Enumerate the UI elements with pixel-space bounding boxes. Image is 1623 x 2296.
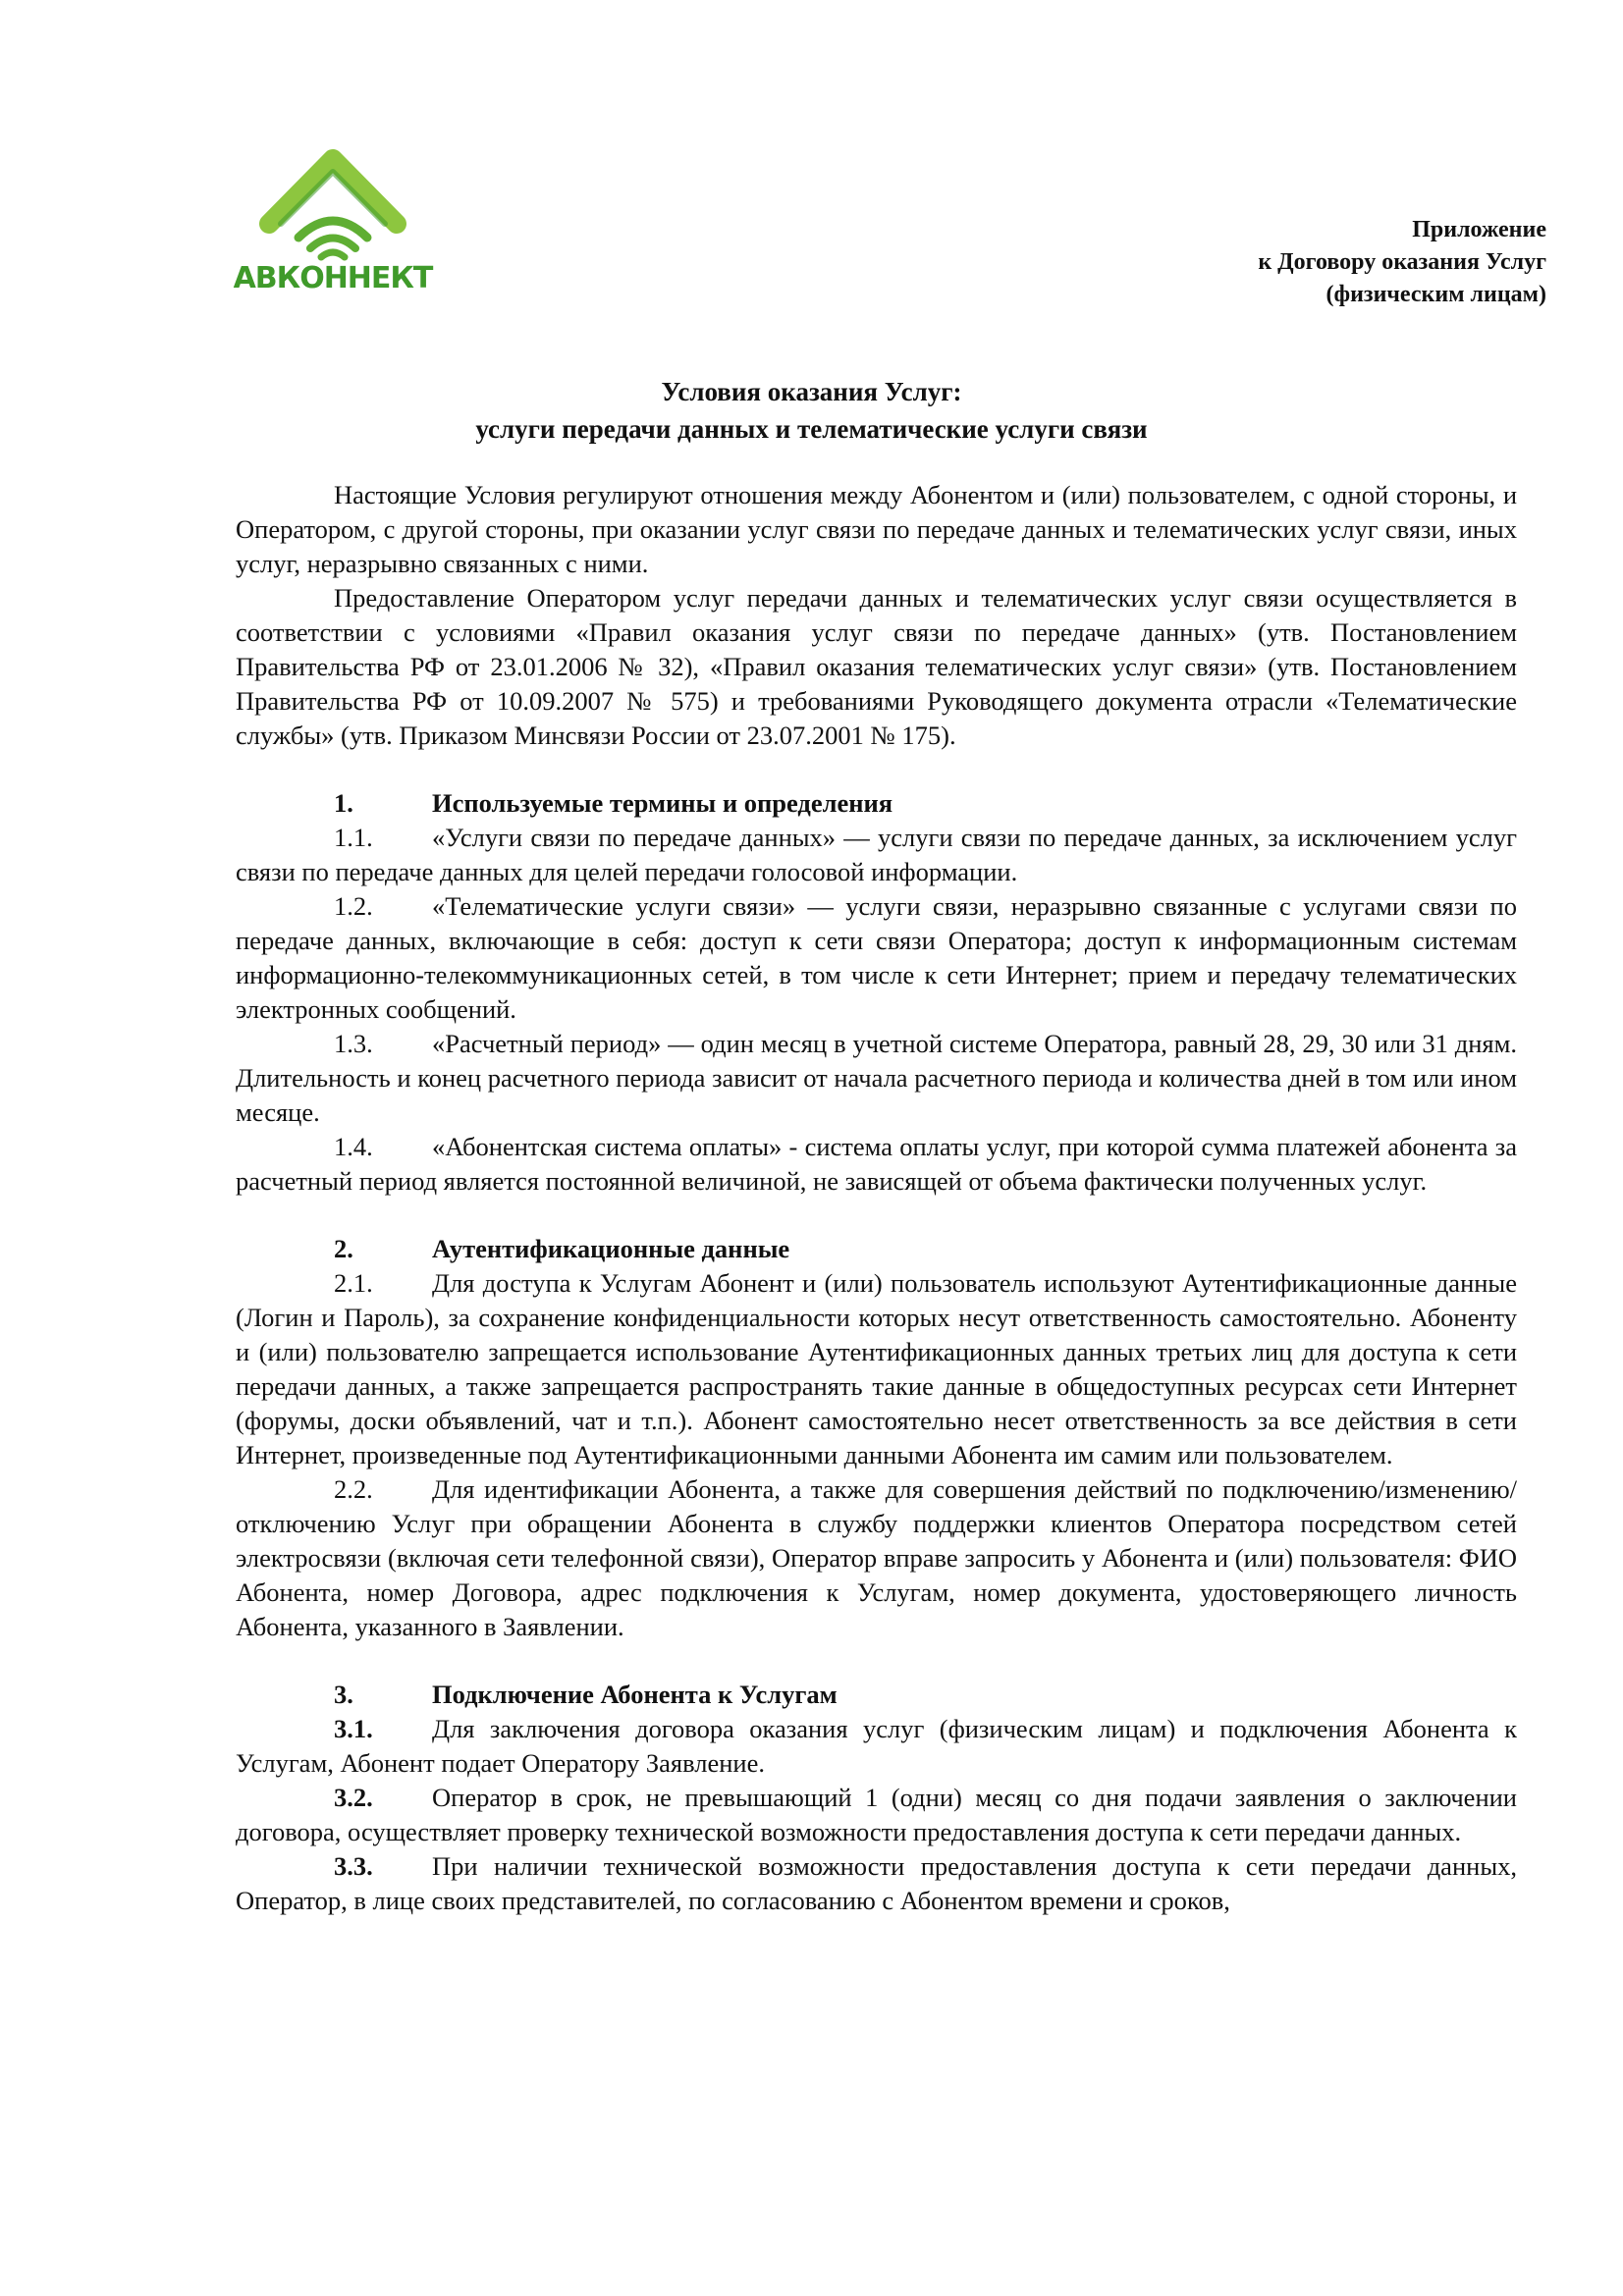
clause-number: 1.2. <box>334 891 373 921</box>
section-number: 2. <box>334 1234 353 1263</box>
clause-3-3 <box>236 1849 1517 1918</box>
clause-text: При наличии технической возможности предоставления доступа к сети передачи данных, Оператор, в лице своих представителей, по согласованию с Абонентом времени и сроков, <box>236 1851 1517 1915</box>
title-line-2: услуги передачи данных и телематические услуги связи <box>475 414 1148 444</box>
clause-text: «Услуги связи по передаче данных» — услуги связи по передаче данных, за исключением услуг связи по передаче данных для целей передачи голосовой информации. <box>236 823 1517 886</box>
company-logo <box>230 147 436 294</box>
section-title: Подключение Абонента к Услугам <box>432 1680 838 1709</box>
clause-number: 3.1. <box>334 1714 373 1743</box>
clause-text: «Телематические услуги связи» — услуги связи, неразрывно связанные с услугами связи по передаче данных, включающие в себя: доступ к сети связи Оператора; доступ к информационным системам информационно-телекоммуникационных сетей, в том числе к сети Интернет; прием и передачу телематических электронных сообщений. <box>236 891 1517 1024</box>
section-2-heading <box>236 1232 1517 1266</box>
intro-paragraph-1: Настоящие Условия регулируют отношения между Абонентом и (или) пользователем, с одной стороны, и Оператором, с другой стороны, при оказании услуг связи по передаче данных и телематических услуг связи, иных услуг, неразрывно связанных с ними. <box>236 480 1517 578</box>
clause-3-2 <box>236 1781 1517 1849</box>
logo-house-wifi-icon <box>230 147 436 294</box>
clause-1-1 <box>236 821 1517 889</box>
clause-text: Для идентификации Абонента, а также для совершения действий по подключению/изменению/отключению Услуг при обращении Абонента в службу поддержки клиентов Оператора посредством сетей электросвязи (включая сети телефонной связи), Оператор вправе запросить у Абонента и (или) пользователя: ФИО Абонента, номер Договора, адрес подключения к Услугам, номер документа, удостоверяющего личность Абонента, указанного в Заявлении. <box>236 1474 1517 1641</box>
logo-wordmark: АВКОННЕКТ <box>233 261 433 294</box>
clause-2-2 <box>236 1472 1517 1644</box>
clause-text: «Абонентская система оплаты» - система оплаты услуг, при которой сумма платежей абонента за расчетный период является постоянной величиной, не зависящей от объема фактически полученных услуг. <box>236 1132 1517 1196</box>
clause-1-3 <box>236 1027 1517 1130</box>
clause-number: 3.2. <box>334 1783 373 1812</box>
section-number: 3. <box>334 1680 353 1709</box>
clause-1-2 <box>236 889 1517 1027</box>
clause-text: Для заключения договора оказания услуг (физическим лицам) и подключения Абонента к Услугам, Абонент подает Оператору Заявление. <box>236 1714 1517 1778</box>
section-title: Используемые термины и определения <box>432 788 893 818</box>
document-title <box>0 373 1623 448</box>
clause-1-4 <box>236 1130 1517 1199</box>
clause-number: 1.4. <box>334 1132 373 1161</box>
clause-number: 2.2. <box>334 1474 373 1504</box>
clause-number: 1.1. <box>334 823 373 852</box>
clause-2-1 <box>236 1266 1517 1472</box>
appendix-line-3: (физическим лицам) <box>1325 282 1546 307</box>
intro-paragraph-2: Предоставление Оператором услуг передачи данных и телематических услуг связи осуществляется в соответствии с условиями «Правил оказания услуг связи по передаче данных» (утв. Постановлением Правительства РФ от 23.01.2006 № 32), «Правил оказания телематических услуг связи» (утв. Постановлением Правительства РФ от 10.09.2007 № 575) и требованиями Руководящего документа отрасли «Телематические службы» (утв. Приказом Минсвязи России от 23.07.2001 № 175). <box>236 583 1517 750</box>
appendix-line-2: к Договору оказания Услуг <box>1258 249 1546 275</box>
clause-text: «Расчетный период» — один месяц в учетной системе Оператора, равный 28, 29, 30 или 31 дням. Длительность и конец расчетного периода зависит от начала расчетного периода и количества дней в том или ином месяце. <box>236 1029 1517 1127</box>
clause-number: 2.1. <box>334 1268 373 1298</box>
appendix-line-1: Приложение <box>1412 217 1546 242</box>
clause-number: 1.3. <box>334 1029 373 1058</box>
clause-text: Для доступа к Услугам Абонент и (или) пользователь используют Аутентификационные данные (Логин и Пароль), за сохранение конфиденциальности которых несут ответственность самостоятельно. Абоненту и (или) пользователю запрещается использование Аутентификационных данных третьих лиц для доступа к сети передачи данных, а также запрещается распространять такие данные в общедоступных ресурсах сети Интернет (форумы, доски объявлений, чат и т.п.). Абонент самостоятельно несет ответственность за все действия в сети Интернет, произведенные под Аутентификационными данными Абонента им самим или пользователем. <box>236 1268 1517 1469</box>
clause-text: Оператор в срок, не превышающий 1 (одни) месяц со дня подачи заявления о заключении договора, осуществляет проверку технической возможности предоставления доступа к сети передачи данных. <box>236 1783 1517 1846</box>
clause-number: 3.3. <box>334 1851 373 1881</box>
section-3-heading <box>236 1678 1517 1712</box>
clause-3-1 <box>236 1712 1517 1781</box>
section-1-heading <box>236 786 1517 821</box>
document-body <box>236 478 1517 1918</box>
section-title: Аутентификационные данные <box>432 1234 790 1263</box>
section-number: 1. <box>334 788 353 818</box>
appendix-header <box>1095 214 1546 311</box>
title-line-1: Условия оказания Услуг: <box>661 377 962 406</box>
